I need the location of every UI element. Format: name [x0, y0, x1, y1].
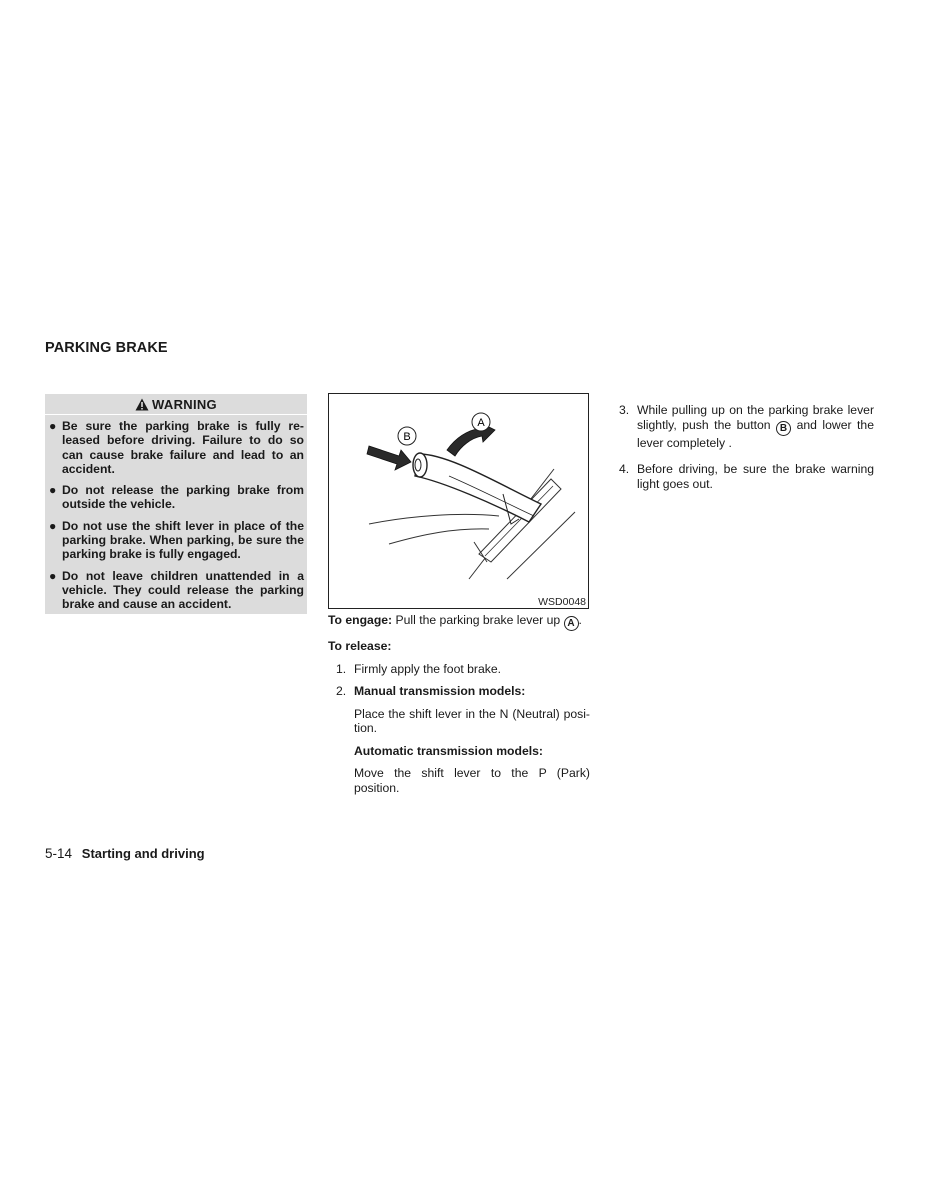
warning-item: ● Do not leave children unattended in a vehicle. They could release the parking brake and cause an accident.: [49, 568, 304, 612]
warning-item: ● Be sure the parking brake is fully re-leased before driving. Failure to do so can cause brake failure and lead to an accident.: [49, 419, 304, 476]
figure-code: WSD0048: [538, 596, 586, 608]
release-step-2-title: 2. Manual transmission models:: [336, 684, 526, 698]
release-step-4: 4. Before driving, be sure the brake warning light goes out.: [619, 462, 874, 491]
auto-text: Move the shift lever to the P (Park) position.: [354, 766, 590, 795]
bullet-icon: ●: [49, 483, 57, 498]
warning-item: ● Do not use the shift lever in place of the parking brake. When parking, be sure the parking brake is fully engaged.: [49, 518, 304, 562]
warning-item: ● Do not release the parking brake from outside the vehicle.: [49, 483, 304, 512]
page-number: 5-14: [45, 846, 73, 861]
release-title: To release:: [328, 639, 392, 653]
bullet-icon: ●: [49, 419, 57, 433]
page-footer: [45, 846, 205, 861]
manual-text: Place the shift lever in the N (Neutral) posi-tion.: [354, 706, 590, 735]
parking-brake-illustration: [328, 393, 589, 609]
release-step-1: 1. Firmly apply the foot brake.: [336, 661, 501, 676]
section-title: PARKING BRAKE: [45, 340, 168, 356]
warning-box: [45, 394, 307, 614]
warning-list: [45, 415, 307, 612]
marker-b: B: [776, 421, 791, 436]
parking-brake-lever-drawing: [329, 394, 588, 608]
warning-triangle-icon: [135, 398, 149, 411]
bullet-icon: ●: [49, 518, 57, 533]
bullet-icon: ●: [49, 568, 57, 583]
auto-title: Automatic transmission models:: [354, 743, 543, 758]
chapter-title: Starting and driving: [81, 846, 205, 861]
warning-title: WARNING: [152, 396, 217, 412]
instructions-column: [328, 613, 590, 803]
right-column: [619, 391, 874, 499]
figure-label-a: A: [477, 417, 485, 429]
engage-paragraph: To engage: Pull the parking brake lever up A .: [328, 613, 582, 629]
marker-a: A: [564, 616, 579, 631]
warning-header: [45, 394, 307, 415]
figure-label-b: B: [403, 431, 411, 443]
release-step-3: 3. While pulling up on the parking brake lever slightly, push the button B and lower the lever completely .: [619, 403, 874, 450]
